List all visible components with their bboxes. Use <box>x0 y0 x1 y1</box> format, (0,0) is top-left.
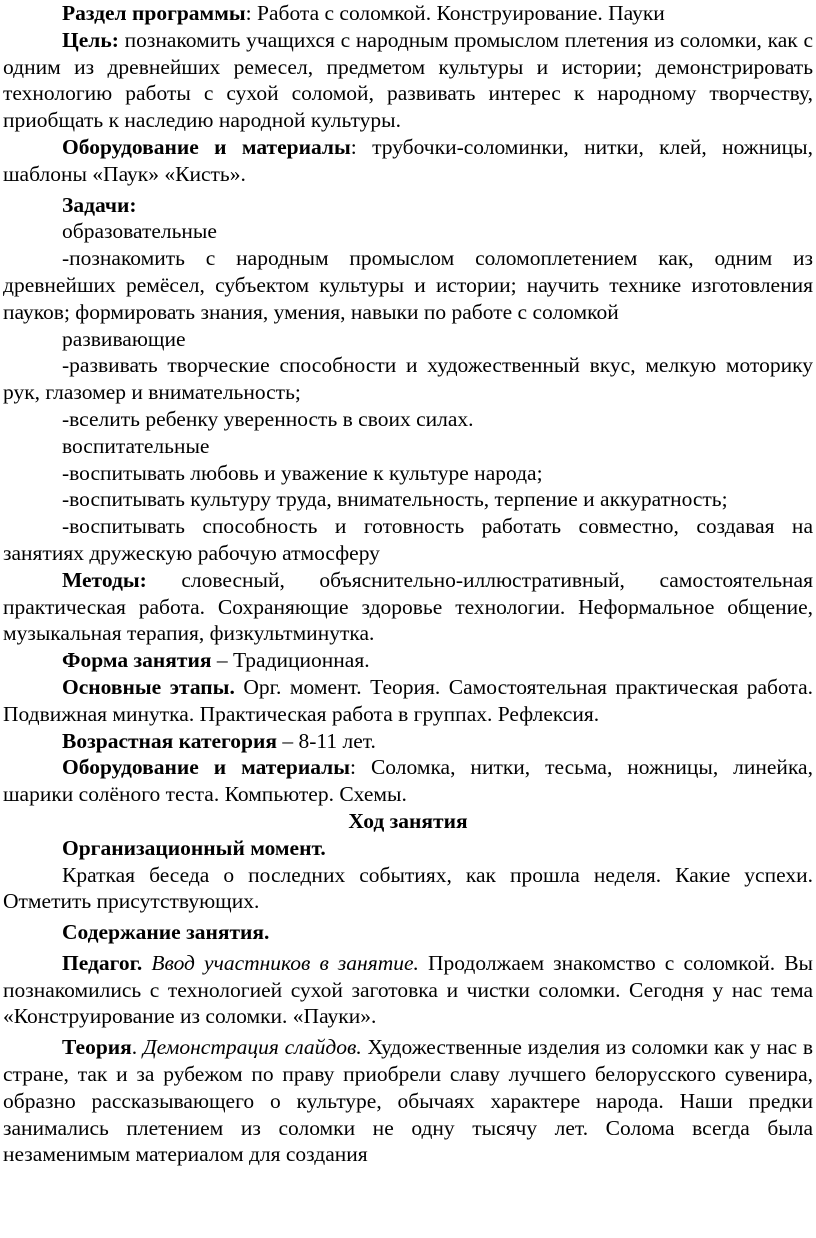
org-moment-text: Краткая беседа о последних событиях, как прошла неделя. Какие успехи. Отметить присутствующих. <box>3 862 813 914</box>
tasks-developing-item: -развивать творческие способности и художественный вкус, мелкую моторику рук, глазомер и внимательность; <box>3 353 813 405</box>
stages-label: Основные этапы. <box>62 674 235 699</box>
teacher-label: Педагог. <box>62 950 143 975</box>
age-label: Возрастная категория <box>62 728 277 753</box>
form-label: Форма занятия <box>62 648 212 673</box>
section-line: Раздел программы: Работа с соломкой. Конструирование. Пауки <box>62 1 665 25</box>
methods-label: Методы: <box>62 567 147 592</box>
tasks-developing-label: развивающие <box>62 326 186 351</box>
equipment2-label: Оборудование и материалы <box>62 755 351 780</box>
tasks-upbringing-label: воспитательные <box>62 433 210 458</box>
teacher-italic: Ввод участников в занятие. <box>142 950 419 975</box>
equipment-label: Оборудование и материалы <box>62 134 351 159</box>
equipment-text: трубочки-соломинки, нитки, клей, ножницы, шаблоны «Паук» «Кисть». <box>3 134 813 186</box>
tasks-educational-label: образовательные <box>62 219 217 244</box>
stages-paragraph: Основные этапы. Орг. момент. Теория. Самостоятельная практическая работа. Подвижная минутка. Практическая работа в группах. Рефлексия. <box>3 674 814 726</box>
age-paragraph: Возрастная категория – 8-11 лет. <box>62 728 376 753</box>
goal-text: познакомить учащихся с народным промыслом плетения из соломки, как с одним из древнейших ремесел, предметом культуры и истории; демонстрировать технологию работы с сухой соломой, развивать интерес к народному творчеству, приобщать к наследию народной культуры. <box>3 27 813 133</box>
tasks-developing-item: -вселить ребенку уверенность в своих силах. <box>62 406 474 431</box>
theory-paragraph: Теория. Демонстрация слайдов. Художественные изделия из соломки как у нас в стране, так и за рубежом по праву приобрели славу лучшего белорусского сувенира, образно рассказывающего о культуре, обычаях характере народа. Наши предки занимались плетением из соломки не одну тысячу лет. Солома всегда была незаменимым материалом для создания <box>3 1035 813 1167</box>
section-label: Раздел программы <box>62 1 246 25</box>
goal-paragraph <box>3 27 813 134</box>
equipment-paragraph: Оборудование и материалы: трубочки-соломинки, нитки, клей, ножницы, шаблоны «Паук» «Кисть». <box>3 134 813 186</box>
org-moment-heading: Организационный момент. <box>62 835 326 860</box>
tasks-upbringing-item: -воспитывать культуру труда, внимательность, терпение и аккуратность; <box>62 487 728 512</box>
equipment2-paragraph: Оборудование и материалы: Соломка, нитки, тесьма, ножницы, линейка, шарики солёного теста. Компьютер. Схемы. <box>3 755 813 807</box>
section-text: Работа с соломкой. Конструирование. Пауки <box>257 1 665 25</box>
theory-label: Теория <box>62 1035 132 1060</box>
theory-italic: Демонстрация слайдов. <box>137 1035 362 1060</box>
tasks-heading: Задачи: <box>62 192 137 217</box>
content-heading: Содержание занятия. <box>62 920 270 945</box>
tasks-upbringing-item: -воспитывать способность и готовность работать совместно, создавая на занятиях дружескую рабочую атмосферу <box>3 514 813 565</box>
course-title: Ход занятия <box>348 808 468 833</box>
methods-paragraph: Методы: словесный, объяснительно-иллюстративный, самостоятельная практическая работа. Сохраняющие здоровье технологии. Неформальное общение, музыкальная терапия, физкультминутка. <box>3 567 813 646</box>
tasks-upbringing-item: -воспитывать любовь и уважение к культуре народа; <box>62 460 543 485</box>
form-paragraph: Форма занятия – Традиционная. <box>62 648 370 673</box>
goal-label: Цель: <box>62 27 119 52</box>
teacher-paragraph: Педагог. Ввод участников в занятие. Продолжаем знакомство с соломкой. Вы познакомились с технологией сухой заготовка и чистки соломки. Сегодня у нас тема «Конструирование из соломки. «Пауки». <box>3 950 813 1029</box>
tasks-educational-item: -познакомить с народным промыслом соломоплетением как, одним из древнейших ремёсел, субъектом культуры и истории; научить технике изготовления пауков; формировать знания, умения, навыки по работе с соломкой <box>3 246 813 324</box>
